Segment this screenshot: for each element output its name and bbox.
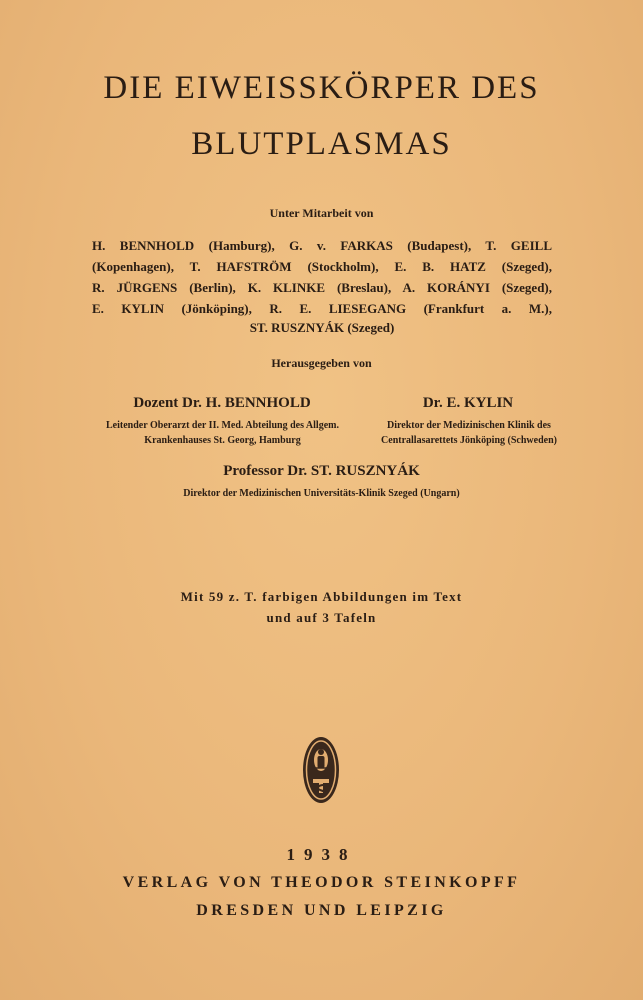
editor-left-affiliation: Leitender Oberarzt der II. Med. Abteilung des Allgem.	[106, 420, 339, 431]
editor-left-affiliation: Krankenhauses St. Georg, Hamburg	[144, 435, 301, 446]
book-title-line-1: DIE EIWEISSKÖRPER DES	[103, 70, 540, 106]
editor-center-name: Professor Dr. ST. RUSZNYÁK	[223, 463, 420, 479]
publication-year: 1938	[286, 845, 357, 864]
edited-by-label: Herausgegeben von	[271, 356, 372, 370]
book-title-line-2: BLUTPLASMAS	[191, 126, 452, 162]
editor-right-name: Dr. E. KYLIN	[422, 395, 514, 411]
contributor-line: ST. RUSZNYÁK (Szeged)	[249, 320, 395, 335]
editor-center-affiliation: Direktor der Medizinischen Universitäts-Klinik Szeged (Ungarn)	[183, 488, 460, 499]
editor-right-affiliation: Direktor der Medizinischen Klinik des	[387, 420, 551, 431]
collaboration-label: Unter Mitarbeit von	[269, 206, 374, 220]
illustrations-note: und auf 3 Tafeln	[266, 610, 377, 625]
publisher-location: DRESDEN UND LEIPZIG	[196, 902, 447, 919]
editor-right-affiliation: Centrallasarettets Jönköping (Schweden)	[381, 435, 557, 446]
publisher-name: VERLAG VON THEODOR STEINKOPFF	[122, 874, 521, 891]
editor-left-name: Dozent Dr. H. BENNHOLD	[133, 395, 311, 411]
illustrations-note: Mit 59 z. T. farbigen Abbildungen im Text	[180, 589, 463, 604]
contributor-line: R. JÜRGENS (Berlin), K. KLINKE (Breslau), A. KORÁNYI (Szeged),	[92, 280, 552, 295]
publisher-emblem-icon	[301, 735, 341, 810]
contributor-line: (Kopenhagen), T. HAFSTRÖM (Stockholm), E. B. HATZ (Szeged),	[92, 259, 552, 274]
contributor-line: H. BENNHOLD (Hamburg), G. v. FARKAS (Budapest), T. GEILL	[92, 238, 552, 253]
contributor-line: E. KYLIN (Jönköping), R. E. LIESEGANG (Frankfurt a. M.),	[92, 301, 552, 316]
